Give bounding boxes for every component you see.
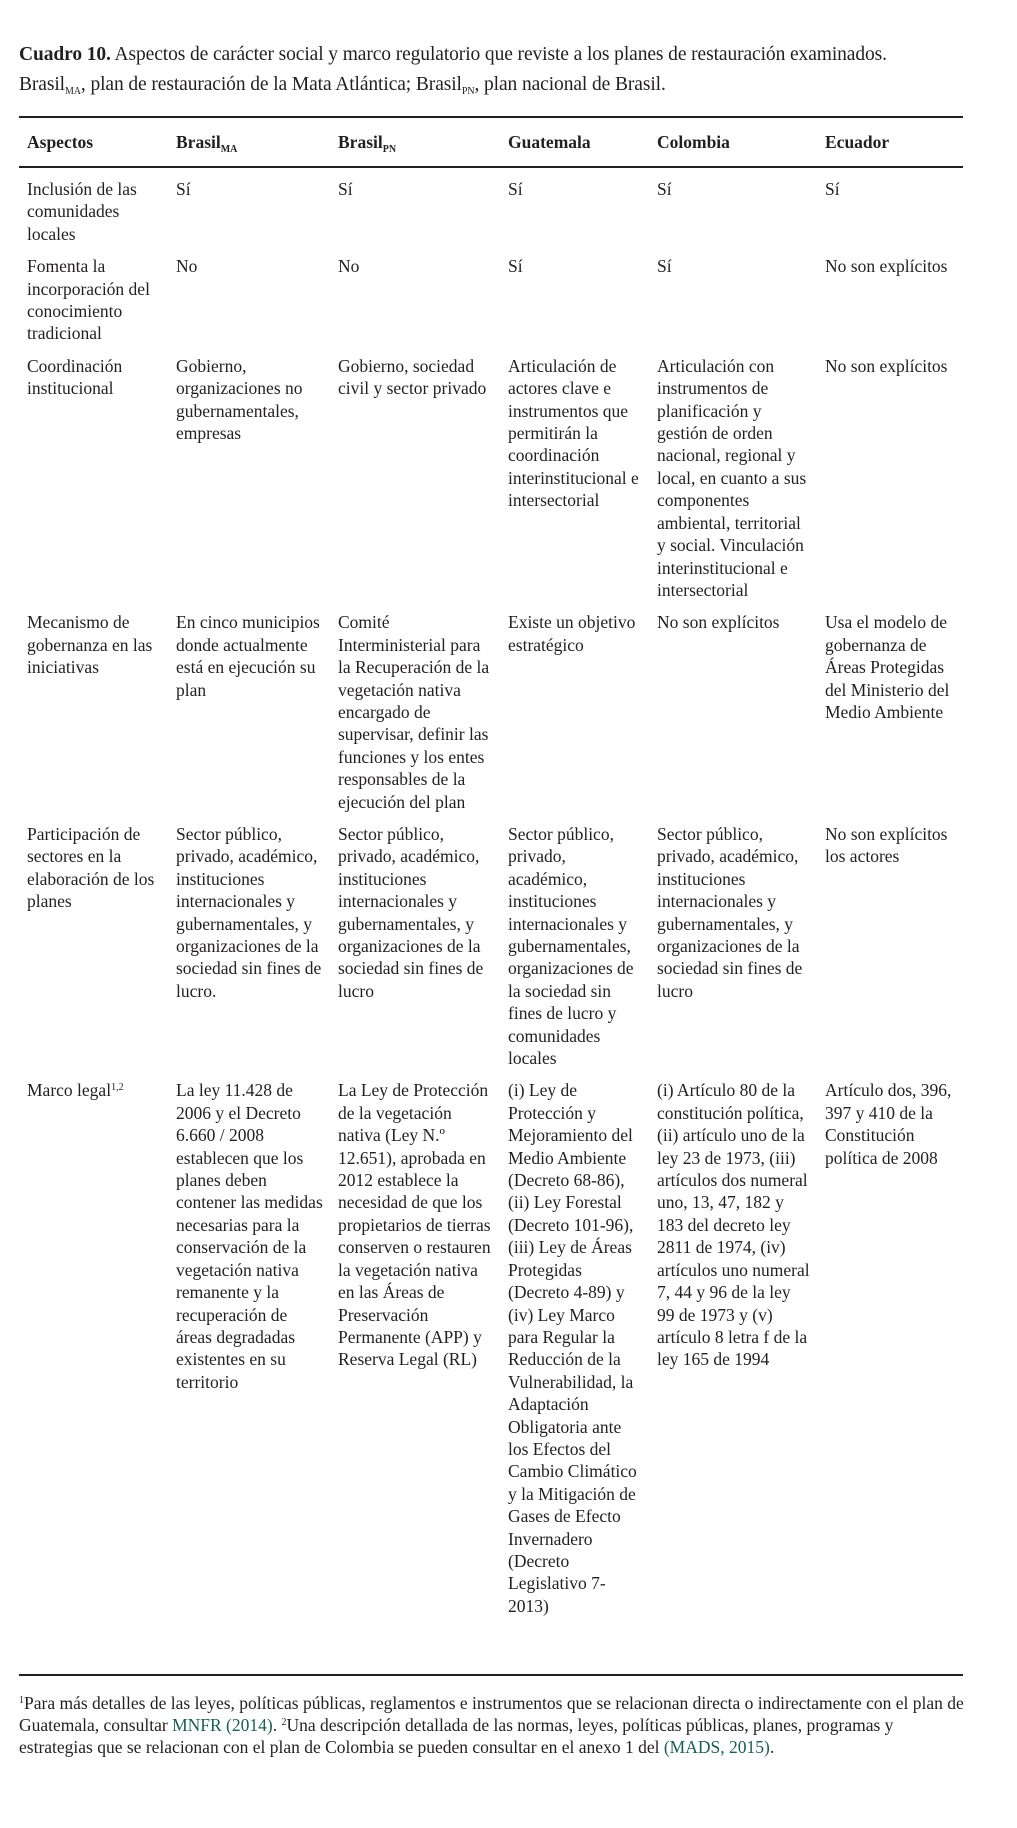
row-aspect: Marco legal$^{1,2}$ <box>27 1080 124 1101</box>
cell-brasil-pn: La Ley de Protección de la vegetación nativa (Ley N.º 12.651), aprobada en 2012 establece la necesidad de que los propietarios de tierras conserven o restauren la vegetación nativa en las Áreas de Preservación Permanente (APP) y Reserva Legal (RL) <box>338 1080 491 1370</box>
cell-colombia: (i) Artículo 80 de la constitución política, (ii) artículo uno de la ley 23 de 1973, (iii) artículos dos numeral uno, 13, 47, 182 y 183 del decreto ley 2811 de 1974, (iv) artículos uno numeral 7, 44 y 96 de la ley 99 de 1973 y (v) artículo 8 letra f de la ley 165 de 1994 <box>657 1080 810 1370</box>
header-brasil-pn: Brasil$_{PN}$ <box>338 132 397 156</box>
cell-guatemala: Articulación de actores clave e instrumentos que permitirán la coordinación interinstitucional e intersectorial <box>508 355 639 511</box>
header-aspectos: Aspectos <box>27 132 94 153</box>
table-bottom-rule <box>19 1674 963 1676</box>
cell-guatemala: (i) Ley de Protección y Mejoramiento del Medio Ambiente (Decreto 68-86), (ii) Ley Forestal (Decreto 101-96), (iii) Ley de Áreas Protegidas (Decreto 4-89) y (iv) Ley Marco para Regular la Reducción de la Vulnerabilidad, la Adaptación Obligatoria ante los Efectos del Cambio Climático y la Mitigación de Gases de Efecto Invernadero (Decreto Legislativo 7-2013) <box>508 1080 637 1616</box>
cell-ecuador: Usa el modelo de gobernanza de Áreas Protegidas del Ministerio del Medio Ambiente <box>825 612 950 722</box>
table-row <box>19 602 963 814</box>
table-row <box>19 814 963 1070</box>
cell-brasil-pn: No <box>338 256 360 277</box>
cell-brasil-ma: Sector público, privado, académico, instituciones internacionales y gubernamentales, y organizaciones de la sociedad sin fines de lucro. <box>176 823 322 1001</box>
cell-brasil-pn: Gobierno, sociedad civil y sector privado <box>338 355 487 399</box>
cell-ecuador: Sí <box>825 179 840 199</box>
table-caption <box>19 40 979 100</box>
table-row <box>19 1070 963 1618</box>
cell-ecuador: Artículo dos, 396, 397 y 410 de la Constitución política de 2008 <box>825 1080 952 1168</box>
cell-ecuador: No son explícitos <box>825 355 948 376</box>
cell-colombia: Articulación con instrumentos de planificación y gestión de orden nacional, regional y local, en cuanto a sus componentes ambiental, territorial y social. Vinculación interinstitucional e intersectorial <box>657 355 807 600</box>
cell-brasil-pn: Comité Interministerial para la Recuperación de la vegetación nativa encargado de supervisar, definir las funciones y los entes responsables de la ejecución del plan <box>338 612 490 812</box>
header-ecuador: Ecuador <box>825 132 890 153</box>
cell-colombia: Sector público, privado, académico, instituciones internacionales y gubernamentales, y organizaciones de la sociedad sin fines de lucro <box>657 823 803 1001</box>
cell-brasil-ma: Sí <box>176 179 191 199</box>
cell-brasil-ma: Gobierno, organizaciones no gubernamentales, empresas <box>176 355 303 444</box>
cell-ecuador: No son explícitos <box>825 256 948 277</box>
cell-guatemala: Sí <box>508 179 523 199</box>
citation-link-mads[interactable]: (MADS, 2015) <box>663 1737 770 1757</box>
row-aspect: Coordinación institucional <box>27 355 123 399</box>
cell-brasil-ma: En cinco municipios donde actualmente está en ejecución su plan <box>176 612 320 700</box>
caption-line2: Brasil$_{MA}$, plan de restauración de la Mata Atlántica; Brasil$_{PN}$, plan nacional de Brasil. <box>19 74 666 97</box>
cell-ecuador: No son explícitos los actores <box>825 823 948 867</box>
cell-guatemala: Sí <box>508 256 523 277</box>
cell-colombia: Sí <box>657 179 672 199</box>
row-aspect: Participación de sectores en la elaboración de los planes <box>27 823 155 912</box>
header-guatemala: Guatemala <box>508 132 591 153</box>
row-aspect: Mecanismo de gobernanza en las iniciativas <box>27 612 153 678</box>
header-brasil-ma: Brasil$_{MA}$ <box>176 132 238 156</box>
caption-text: Aspectos de carácter social y marco regulatorio que reviste a los planes de restauración examinados. <box>110 44 887 65</box>
table-row <box>19 346 963 602</box>
table-row <box>19 246 963 346</box>
row-aspect: Inclusión de las comunidades locales <box>27 179 137 244</box>
table-row <box>19 167 963 246</box>
row-aspect: Fomenta la incorporación del conocimiento tradicional <box>27 256 150 344</box>
cell-colombia: Sí <box>657 256 672 277</box>
header-colombia: Colombia <box>657 132 730 153</box>
cell-brasil-pn: Sector público, privado, académico, instituciones internacionales y gubernamentales, y organizaciones de la sociedad sin fines de lucro <box>338 823 484 1001</box>
cell-guatemala: Sector público, privado, académico, instituciones internacionales y gubernamentales, organizaciones de la sociedad sin fines de lucro y comunidades locales <box>508 823 634 1069</box>
cell-brasil-ma: No <box>176 256 198 277</box>
cell-brasil-pn: Sí <box>338 179 353 199</box>
table-header-row <box>19 118 963 167</box>
table-footnote: $^1$Para más detalles de las leyes, políticas públicas, reglamentos e instrumentos que se relacionan directa o indirectamente con el plan de Guatemala, consultar MNFR (2014). $^2$Una descripción detallada de las normas, leyes, políticas públicas, planes, programas y estrategias que se relacionan con el plan de Colombia se pueden consultar en el anexo 1 del (MADS, 2015). <box>19 1693 964 1757</box>
cell-brasil-ma: La ley 11.428 de 2006 y el Decreto 6.660 / 2008 establecen que los planes deben contener las medidas necesarias para la conservación de la vegetación nativa remanente y la recuperación de áreas degradadas existentes en su territorio <box>176 1080 323 1392</box>
caption-label: Cuadro 10. <box>19 44 111 65</box>
data-table <box>19 118 963 1618</box>
footnote-ref: 1,2 <box>111 1082 124 1094</box>
citation-link-mnfr[interactable]: MNFR (2014) <box>172 1715 273 1735</box>
cell-guatemala: Existe un objetivo estratégico <box>508 612 636 655</box>
cell-colombia: No son explícitos <box>657 612 780 633</box>
